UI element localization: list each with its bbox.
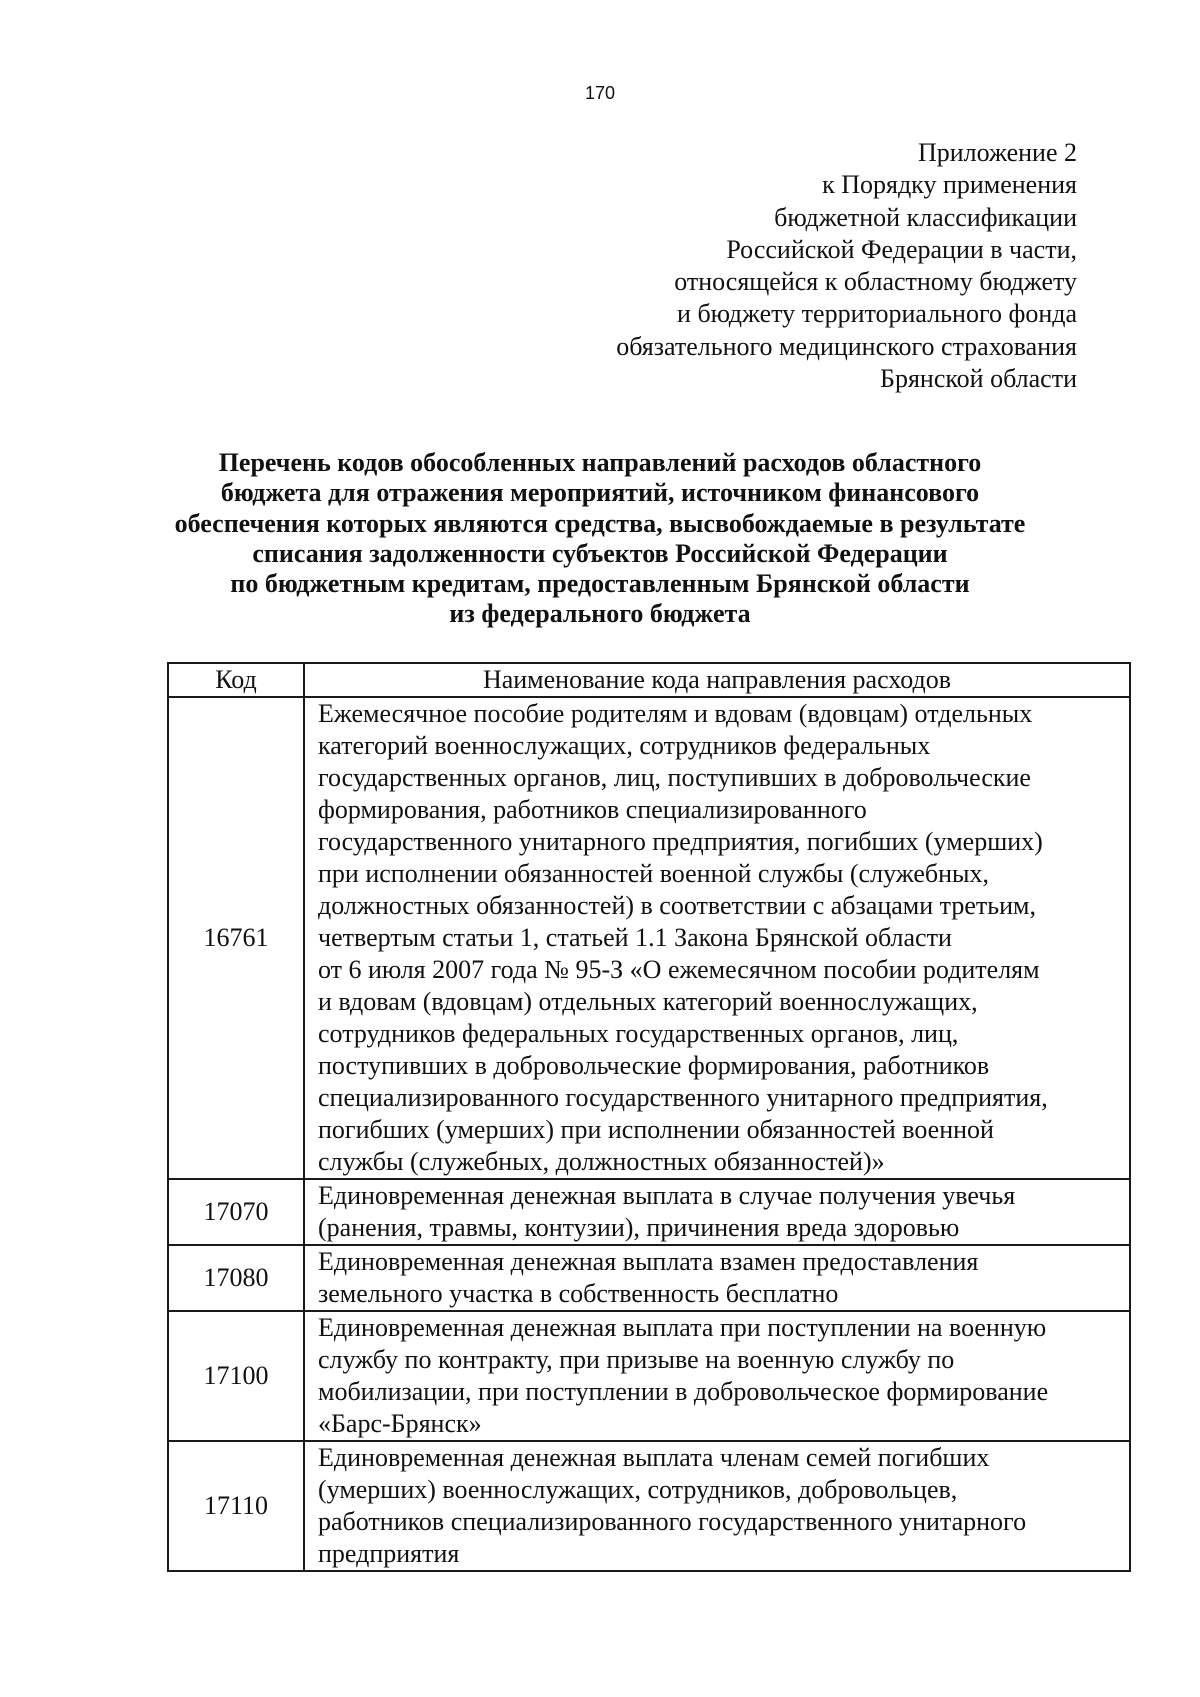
row-name-line: поступивших в добровольческие формирования, работников [318,1051,990,1080]
page-number: 170 [584,83,616,103]
row-name-line: категорий военнослужащих, сотрудников федеральных [318,731,931,760]
row-name-line: государственного унитарного предприятия, погибших (умерших) [318,827,1043,856]
row-name-line: (ранения, травмы, контузии), причинения вреда здоровью [318,1213,960,1242]
row-name-line: мобилизации, при поступлении в добровольческое формирование [318,1377,1049,1406]
annex-line: и бюджету территориального фонда [677,299,1077,329]
row-name-line: Единовременная денежная выплата членам семей погибших [318,1443,990,1472]
annex-line: Российской Федерации в части, [726,234,1077,264]
row-name-line: работников специализированного государственного унитарного [318,1507,1027,1536]
row-name-line: государственных органов, лиц, поступивших в добровольческие [318,763,1031,792]
row-name-line: погибших (умерших) при исполнении обязанностей военной [318,1115,994,1144]
row-name [304,1441,1130,1571]
row-name-line: четвертым статьи 1, статьей 1.1 Закона Брянской области [318,923,952,952]
row-name-line: (умерших) военнослужащих, сотрудников, добровольцев, [318,1475,958,1504]
row-code: 17070 [168,1179,304,1245]
row-name-line: Единовременная денежная выплата в случае получения увечья [318,1181,1016,1210]
annex-line: относящейся к областному бюджету [674,267,1077,297]
row-name [304,1245,1130,1311]
row-name-line: от 6 июля 2007 года № 95-З «О ежемесячном пособии родителям [318,955,1040,984]
table-row [168,1179,1130,1245]
row-name [304,697,1130,1179]
row-name [304,1311,1130,1441]
row-name-line: должностных обязанностей) в соответствии с абзацами третьим, [318,891,1036,920]
title-line: по бюджетным кредитам, предоставленным Брянской области [230,569,970,599]
annex-line: к Порядку применения [822,170,1077,200]
title-line: из федерального бюджета [449,599,751,629]
title-line: бюджета для отражения мероприятий, источником финансового [220,478,980,508]
title-line: списания задолженности субъектов Российской Федерации [252,538,948,568]
annex-line: обязательного медицинского страхования [616,331,1077,361]
table-body [168,697,1130,1571]
row-name-line: Единовременная денежная выплата взамен предоставления [318,1247,979,1276]
table-row [168,697,1130,1179]
row-name-line: службы (служебных, должностных обязанностей)» [318,1147,885,1176]
row-name [304,1179,1130,1245]
row-code: 16761 [168,697,304,1179]
row-name-line: специализированного государственного унитарного предприятия, [318,1083,1048,1112]
row-name-line: службу по контракту, при призыве на военную службу по [318,1345,955,1374]
header-name: Наименование кода направления расходов [304,663,1130,697]
row-name-line: земельного участка в собственность бесплатно [318,1279,839,1308]
codes-table [167,662,1131,1572]
row-code: 17100 [168,1311,304,1441]
row-name-line: сотрудников федеральных государственных органов, лиц, [318,1019,959,1048]
row-name-line: при исполнении обязанностей военной службы (служебных, [318,859,989,888]
title-line: обеспечения которых являются средства, высвобождаемые в результате [174,508,1026,538]
annex-header [616,137,1077,395]
table-row [168,1441,1130,1571]
row-name-line: Ежемесячное пособие родителям и вдовам (вдовцам) отдельных [318,699,1033,728]
document-title [150,448,1050,630]
row-name-line: предприятия [318,1539,460,1568]
table-row [168,1245,1130,1311]
codes-table-container [167,662,1129,1572]
row-name-line: Единовременная денежная выплата при поступлении на военную [318,1313,1047,1342]
row-code: 17110 [168,1441,304,1571]
row-code: 17080 [168,1245,304,1311]
row-name-line: «Барс-Брянск» [318,1409,482,1438]
title-line: Перечень кодов обособленных направлений расходов областного [218,448,982,477]
row-name-line: и вдовам (вдовцам) отдельных категорий военнослужащих, [318,987,978,1016]
table-row [168,1311,1130,1441]
annex-line: Брянской области [880,364,1077,394]
annex-line: бюджетной классификации [774,202,1077,232]
row-name-line: формирования, работников специализированного [318,795,867,824]
header-code: Код [168,663,304,697]
table-header-row [168,663,1130,697]
annex-line: Приложение 2 [917,138,1077,167]
